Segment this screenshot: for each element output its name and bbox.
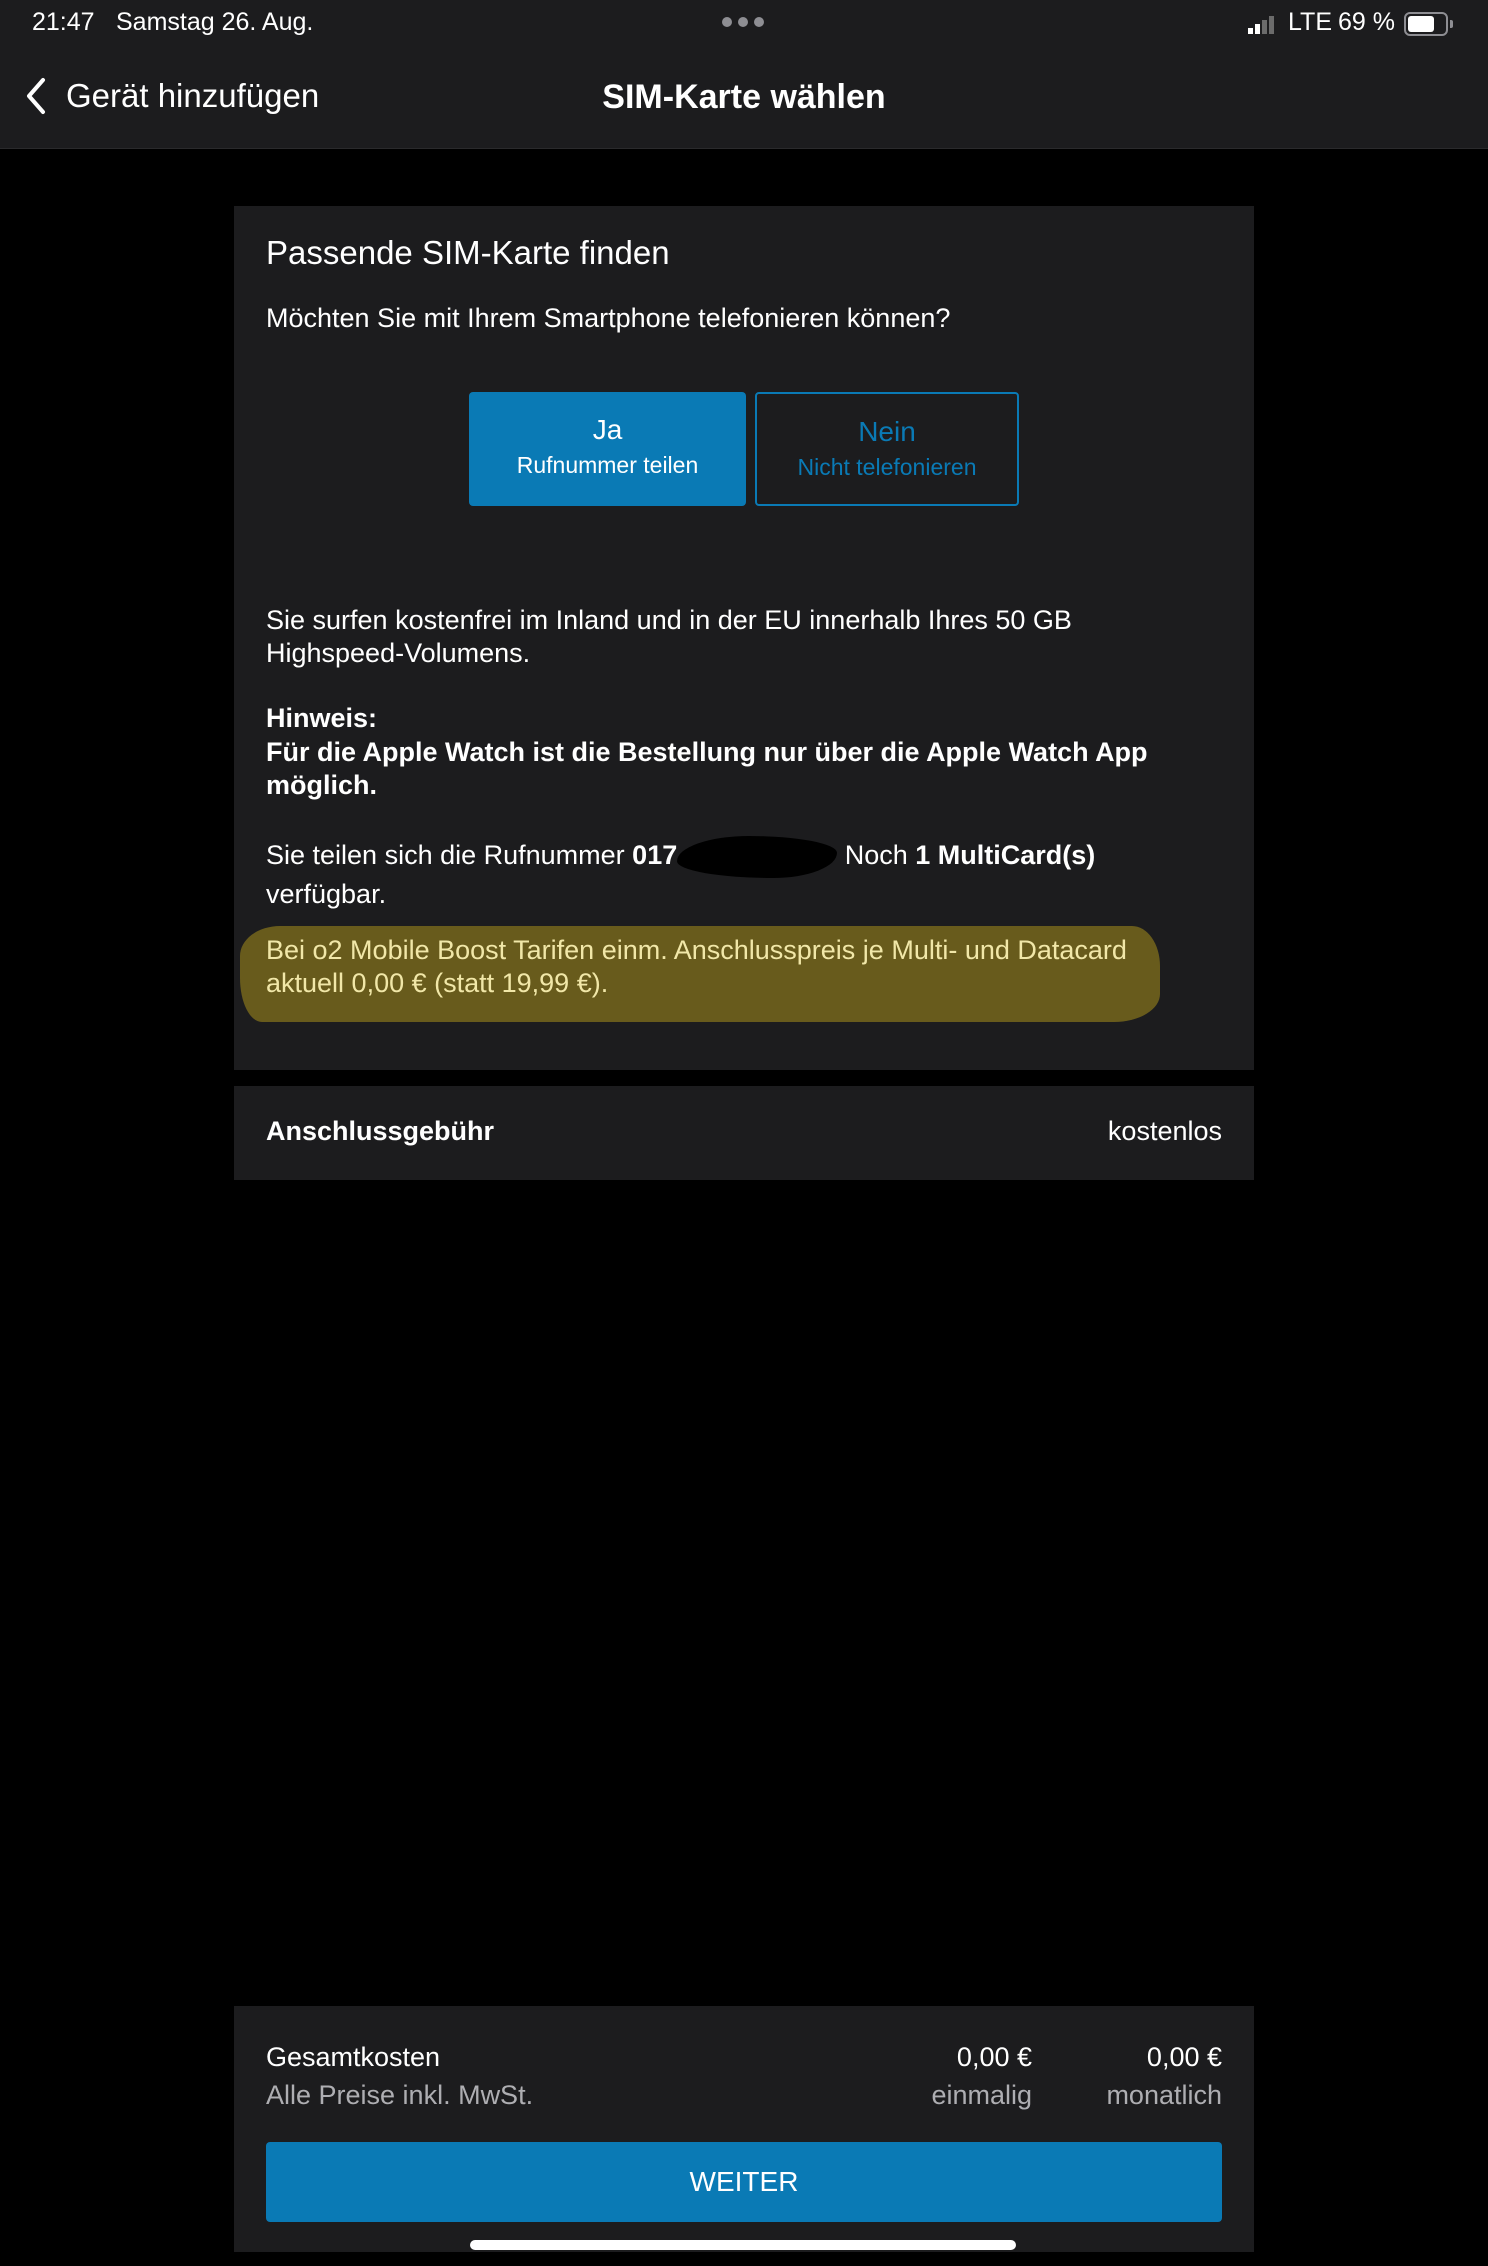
card-heading: Passende SIM-Karte finden — [266, 234, 670, 271]
hint-title: Hinweis: — [266, 703, 378, 733]
more-dots-icon[interactable] — [722, 17, 766, 29]
fee-value: kostenlos — [1107, 1116, 1222, 1146]
surf-info-text: Sie surfen kostenfrei im Inland und in der EU innerhalb Ihres 50 GB Highspeed-Volumens. — [266, 605, 1072, 668]
option-no-title: Nein — [858, 416, 916, 447]
option-yes-subtitle: Rufnummer teilen — [516, 452, 699, 478]
monthly-value: 0,00 € — [1146, 2042, 1222, 2072]
navigation-bar — [0, 48, 1488, 149]
continue-button[interactable] — [266, 2142, 1222, 2222]
option-yes-title: Ja — [592, 414, 623, 445]
once-value: 0,00 € — [956, 2042, 1032, 2072]
multicard-count: 1 MultiCard(s) — [915, 840, 1096, 870]
once-label: einmalig — [931, 2080, 1032, 2110]
hint-text: Für die Apple Watch ist die Bestellung nur über die Apple Watch App möglich. — [266, 737, 1148, 800]
shared-number-text — [266, 836, 1166, 911]
option-no-subtitle: Nicht telefonieren — [797, 454, 977, 480]
totals-footer — [234, 2006, 1254, 2252]
total-label: Gesamtkosten — [266, 2042, 441, 2072]
status-bar — [0, 0, 1488, 48]
sim-selection-card — [234, 206, 1254, 1070]
fee-label: Anschlussgebühr — [266, 1116, 495, 1146]
page-title: SIM-Karte wählen — [602, 78, 886, 116]
home-indicator — [470, 2240, 1016, 2250]
shared-number: 017 — [632, 840, 678, 870]
promo-text: Bei o2 Mobile Boost Tarifen einm. Anschlusspreis je Multi- und Datacard aktuell 0,00 € (statt 19,99 €). — [266, 935, 1127, 998]
total-sublabel: Alle Preise inkl. MwSt. — [266, 2080, 534, 2110]
option-yes-button[interactable] — [469, 392, 746, 506]
back-label: Gerät hinzufügen — [66, 77, 320, 114]
share-suffix: verfügbar. — [266, 879, 387, 909]
network-type: LTE — [1288, 8, 1332, 36]
continue-label: WEITER — [689, 2166, 799, 2197]
status-time: 21:47 — [32, 8, 95, 36]
share-middle: Noch — [837, 840, 916, 870]
option-no-button[interactable] — [755, 392, 1019, 506]
monthly-label: monatlich — [1106, 2080, 1222, 2110]
connection-fee-row — [234, 1086, 1254, 1180]
battery-icon — [1404, 12, 1454, 36]
battery-percent: 69 % — [1338, 8, 1395, 36]
status-date: Samstag 26. Aug. — [116, 8, 314, 36]
redacted-number-scribble — [677, 836, 837, 878]
question-text: Möchten Sie mit Ihrem Smartphone telefonieren können? — [266, 303, 951, 333]
signal-icon — [1248, 16, 1278, 34]
share-prefix: Sie teilen sich die Rufnummer — [266, 840, 633, 870]
